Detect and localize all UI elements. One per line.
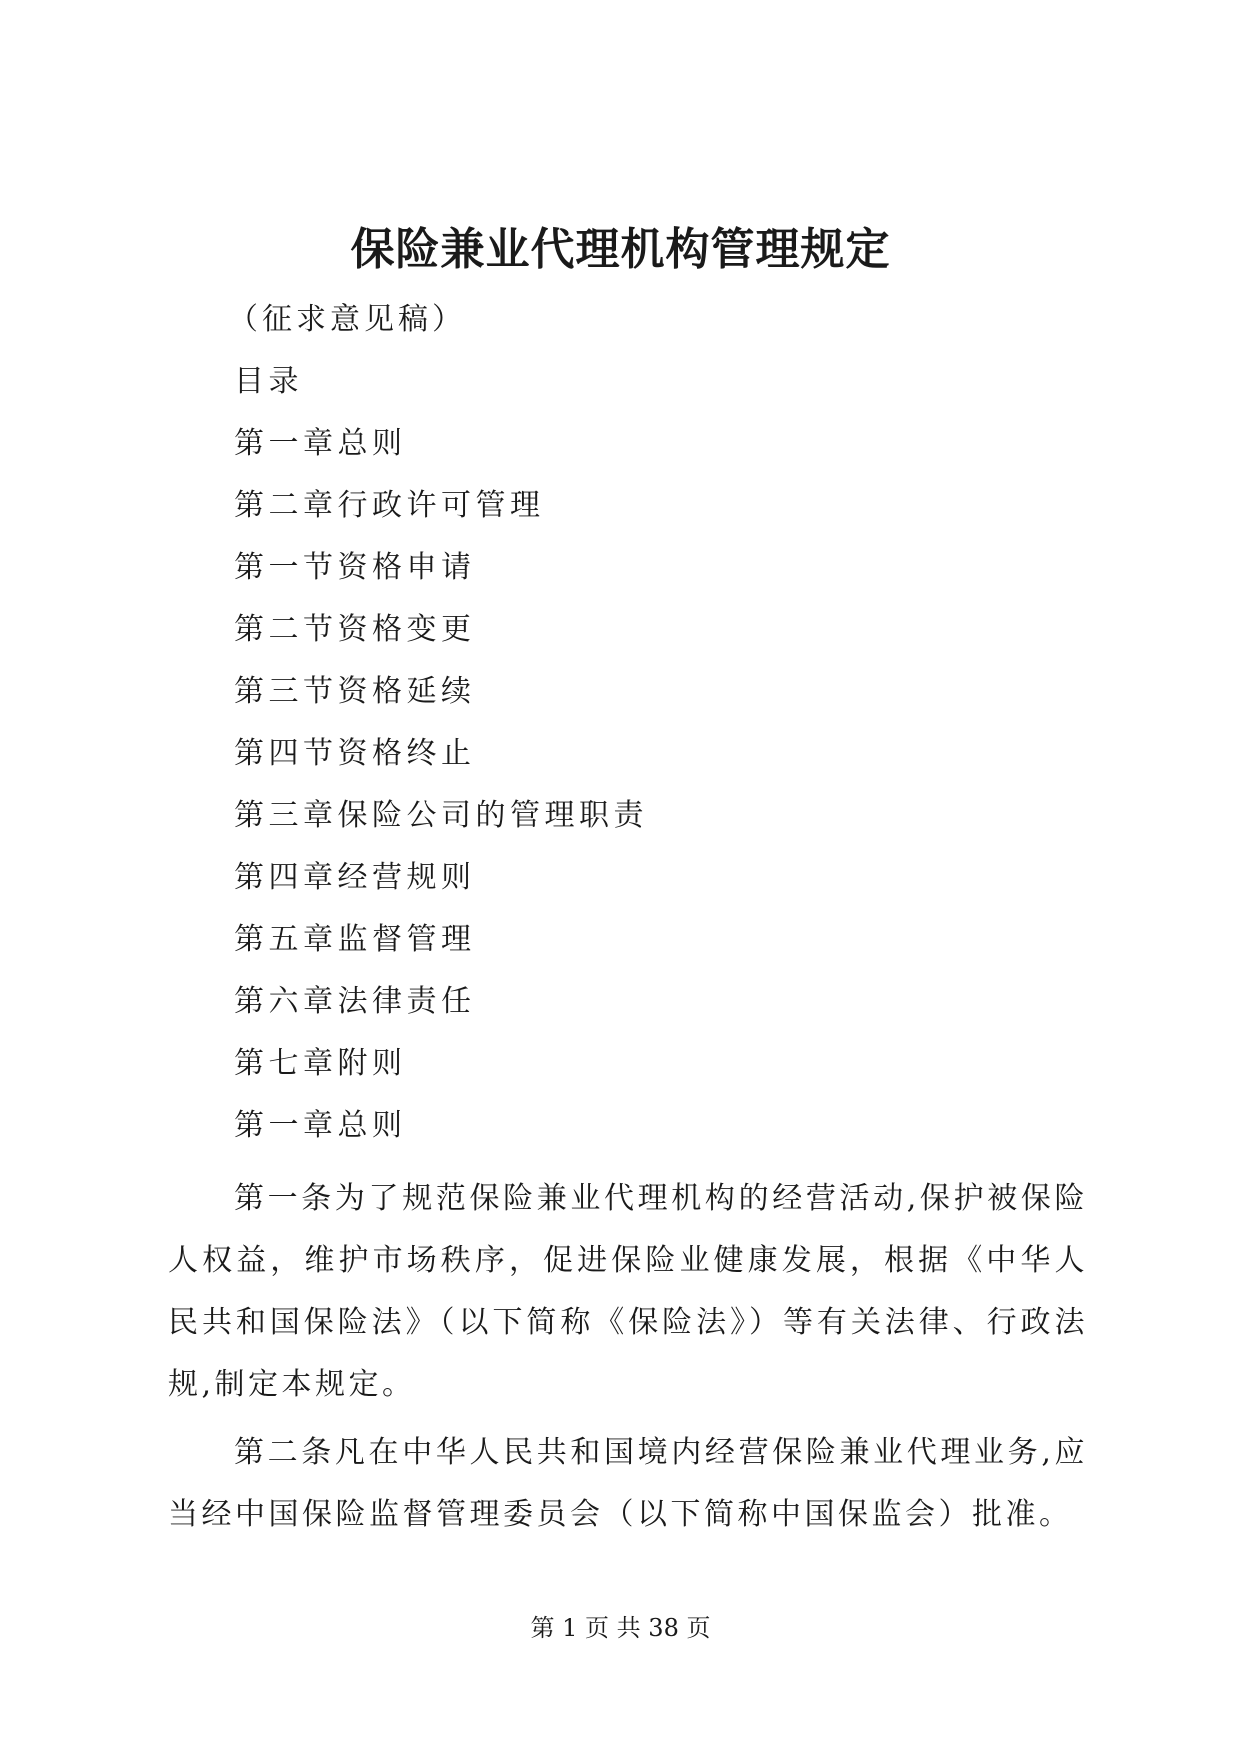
toc-item: 第七章附则	[234, 1046, 407, 1081]
page-footer: 第 1 页 共 38 页	[530, 1614, 711, 1642]
toc-item: 第五章监督管理	[234, 922, 476, 957]
toc-item: 第四节资格终止	[234, 736, 476, 771]
toc-item: 目录	[234, 364, 303, 399]
article-paragraph: 第二条凡在中华人民共和国境内经营保险兼业代理业务,应当经中国保险监督管理委员会（以下简称中国保监会）批准。	[168, 1435, 1088, 1532]
toc-item: 第一章总则	[234, 426, 407, 461]
toc-item: 第三章保险公司的管理职责	[234, 798, 648, 833]
document-subtitle: （征求意见稿）	[228, 302, 466, 337]
table-of-contents	[234, 362, 648, 1168]
toc-item: 第六章法律责任	[234, 984, 476, 1019]
toc-item: 第一节资格申请	[234, 550, 476, 585]
toc-item: 第二节资格变更	[234, 612, 476, 647]
body-text	[168, 1168, 1088, 1552]
toc-item: 第二章行政许可管理	[234, 488, 545, 523]
document-title: 保险兼业代理机构管理规定	[350, 224, 891, 275]
toc-item: 第三节资格延续	[234, 674, 476, 709]
toc-item: 第一章总则	[234, 1108, 407, 1143]
toc-item: 第四章经营规则	[234, 860, 476, 895]
article-paragraph: 第一条为了规范保险兼业代理机构的经营活动,保护被保险人权益，维护市场秩序，促进保险业健康发展，根据《中华人民共和国保险法》（以下简称《保险法》）等有关法律、行政法规,制定本规定。	[168, 1181, 1088, 1402]
